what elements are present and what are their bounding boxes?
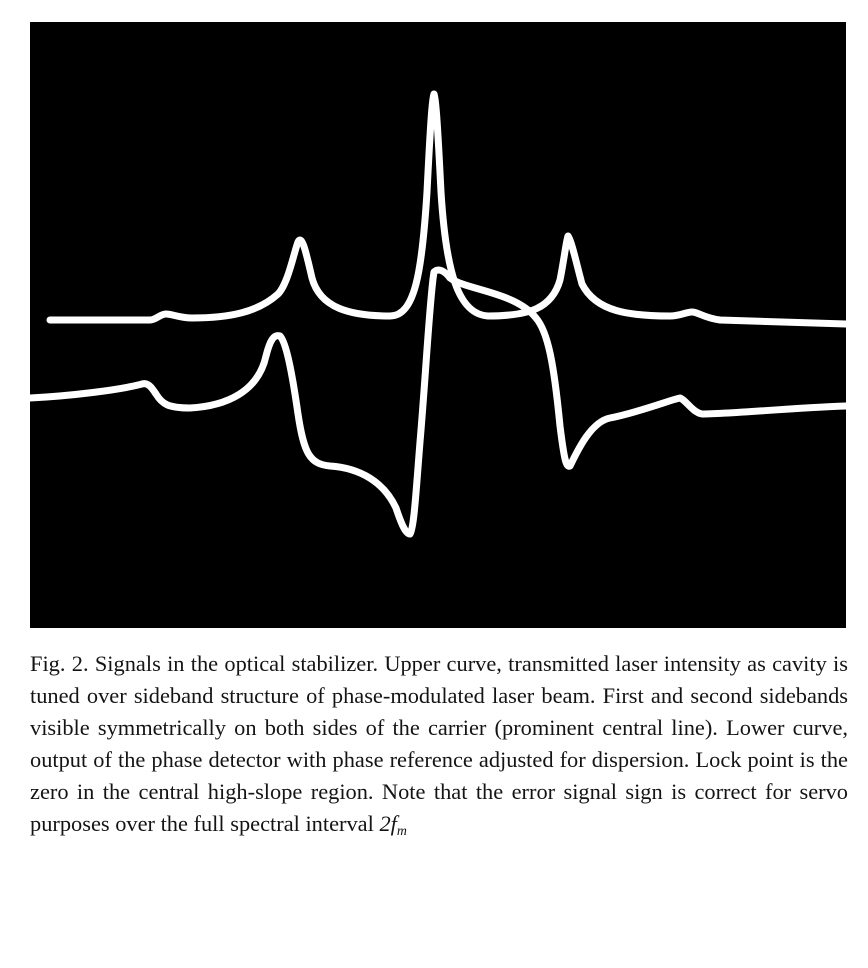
oscilloscope-photo xyxy=(30,22,846,628)
formula-main: 2f xyxy=(379,811,397,836)
spectral-interval-formula xyxy=(379,811,407,839)
oscilloscope-traces xyxy=(30,22,846,628)
figure-caption xyxy=(30,648,848,848)
formula-subscript: m xyxy=(396,823,407,839)
figure-label: Fig. 2. xyxy=(30,651,89,676)
caption-text: Signals in the optical stabilizer. Upper curve, transmitted laser intensity as cavity is tuned over sideband structure of phase-modulated laser beam. First and second sidebands visible symmetrically on both sides of the carrier (prominent central line). Lower curve, output of the phase detector with phase reference adjusted for dispersion. Lock point is the zero in the central high-slope region. Note that the error signal sign is correct for servo purposes over the full spectral interval xyxy=(30,651,848,836)
phase-detector-error-curve xyxy=(30,270,846,534)
transmitted-intensity-curve xyxy=(50,94,846,324)
